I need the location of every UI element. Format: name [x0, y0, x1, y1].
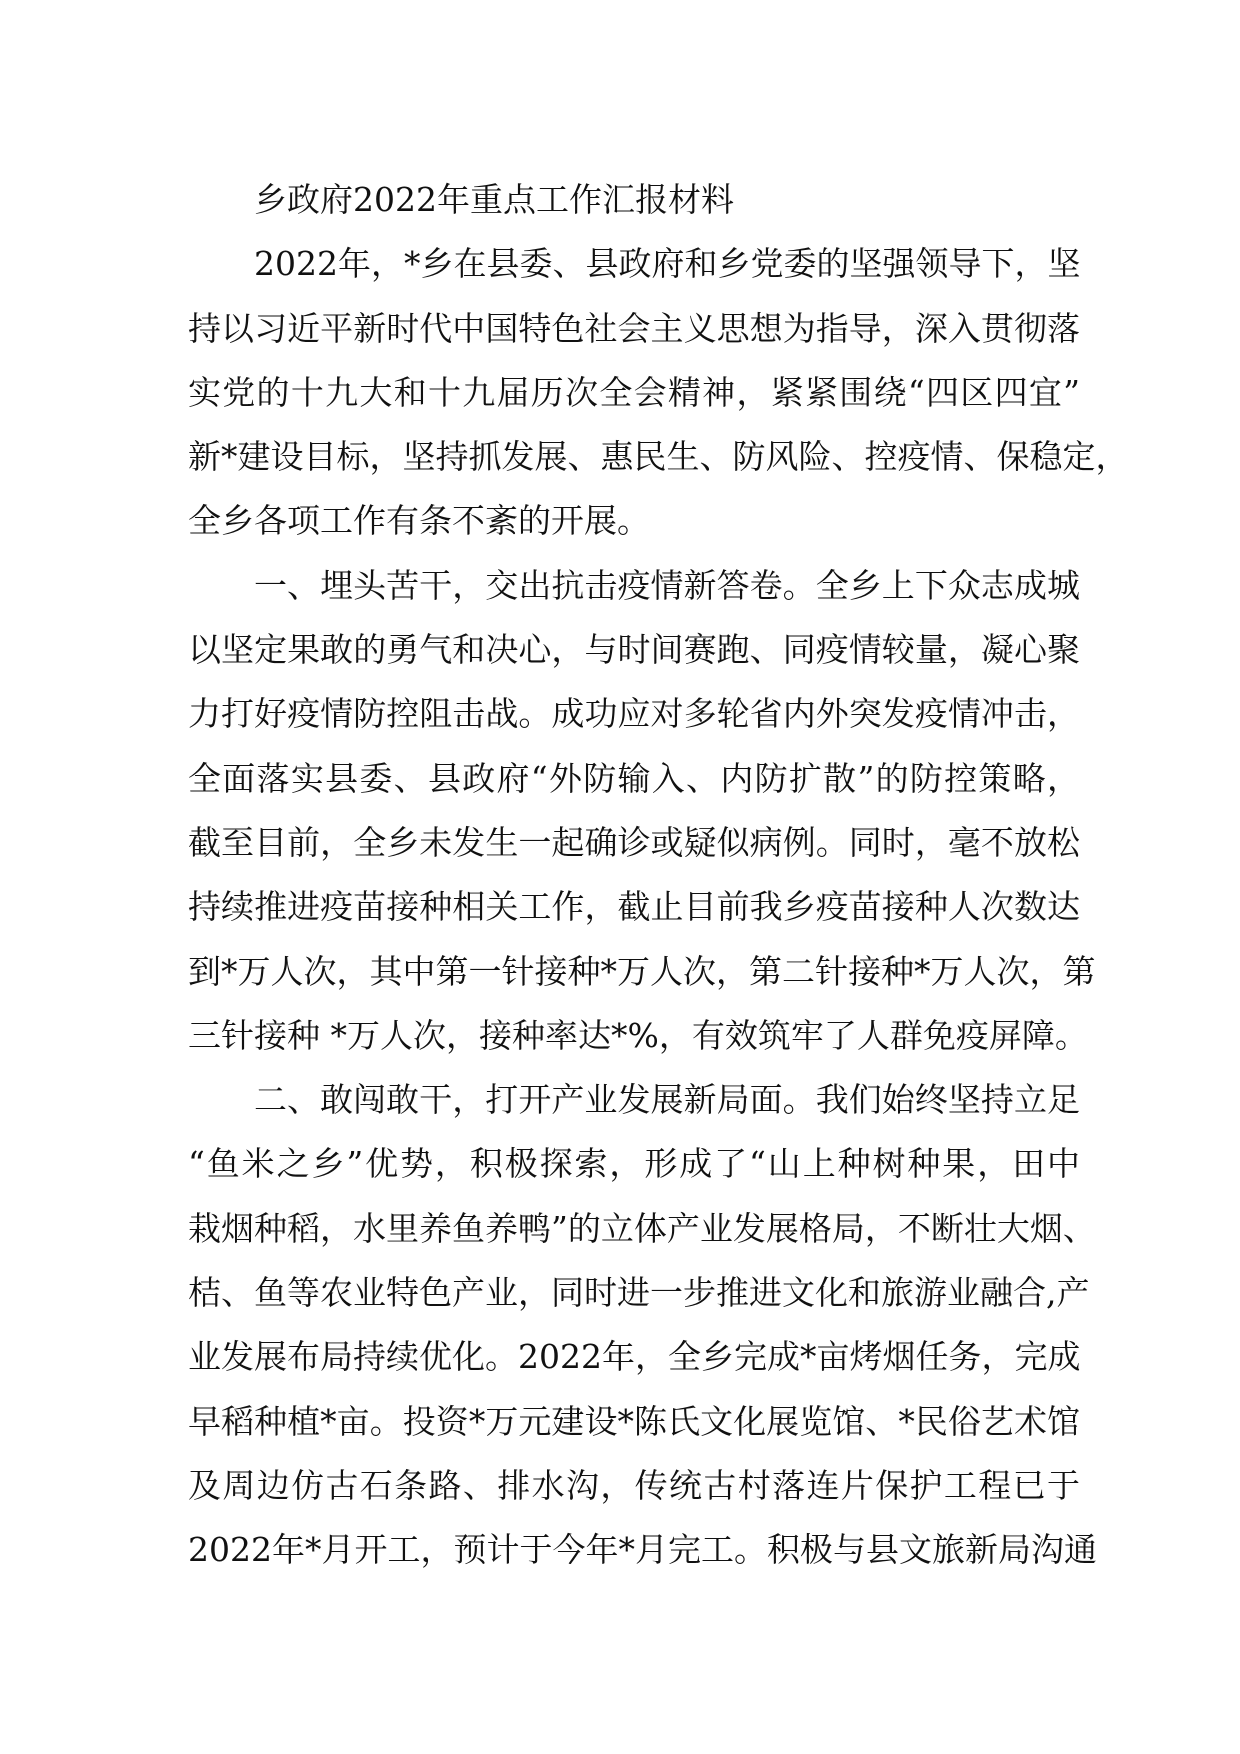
paragraph-line: “鱼米之乡”优势，积极探索，形成了“山上种树种果，田中: [188, 1144, 1080, 1184]
paragraph-epidemic: [188, 554, 1096, 1068]
paragraph-line: 二、敢闯敢干，打开产业发展新局面。我们始终坚持立足: [254, 1080, 1080, 1120]
paragraph-line: 全乡各项工作有条不紊的开展。: [188, 501, 650, 541]
paragraph-line: 截至目前，全乡未发生一起确诊或疑似病例。同时，毫不放松: [188, 822, 1080, 862]
paragraph-industry: [188, 1068, 1097, 1582]
paragraph-line: 到*万人次，其中第一针接种*万人次，第二针接种*万人次，第: [188, 951, 1096, 991]
paragraph-line: 及周边仿古石条路、排水沟，传统古村落连片保护工程已于: [188, 1465, 1080, 1505]
paragraph-intro: [188, 232, 1129, 553]
paragraph-line: 新*建设目标，坚持抓发展、惠民生、防风险、控疫情、保稳定，: [188, 437, 1129, 477]
paragraph-line: 实党的十九大和十九届历次全会精神，紧紧围绕“四区四宜”: [188, 372, 1080, 412]
paragraph-line: 力打好疫情防控阻击战。成功应对多轮省内外突发疫情冲击，: [188, 694, 1080, 734]
paragraph-line: 持续推进疫苗接种相关工作，截止目前我乡疫苗接种人次数达: [188, 887, 1080, 927]
paragraph-line: 全面落实县委、县政府“外防输入、内防扩散”的防控策略，: [188, 758, 1080, 798]
paragraph-line: 栽烟种稻，水里养鱼养鸭”的立体产业发展格局，不断壮大烟、: [188, 1208, 1096, 1248]
paragraph-line: 以坚定果敢的勇气和决心，与时间赛跑、同疫情较量，凝心聚: [188, 630, 1080, 670]
paragraph-line: 2022年，*乡在县委、县政府和乡党委的坚强领导下，坚: [254, 244, 1081, 284]
paragraph-line: 早稻种植*亩。投资*万元建设*陈氏文化展览馆、*民俗艺术馆: [188, 1401, 1080, 1441]
document-title: 乡政府2022年重点工作汇报材料: [254, 180, 734, 219]
paragraph-line: 三针接种 *万人次，接种率达*%，有效筑牢了人群免疫屏障。: [188, 1015, 1088, 1055]
paragraph-line: 2022年*月开工，预计于今年*月完工。积极与县文旅新局沟通: [188, 1530, 1097, 1570]
paragraph-line: 业发展布局持续优化。2022年，全乡完成*亩烤烟任务，完成: [188, 1337, 1081, 1377]
paragraph-line: 一、埋头苦干，交出抗击疫情新答卷。全乡上下众志成城: [254, 565, 1080, 605]
document-body: [188, 168, 1129, 1583]
paragraph-line: 持以习近平新时代中国特色社会主义思想为指导，深入贯彻落: [188, 308, 1080, 348]
paragraph-line: 桔、鱼等农业特色产业，同时进一步推进文化和旅游业融合,产: [188, 1273, 1090, 1313]
